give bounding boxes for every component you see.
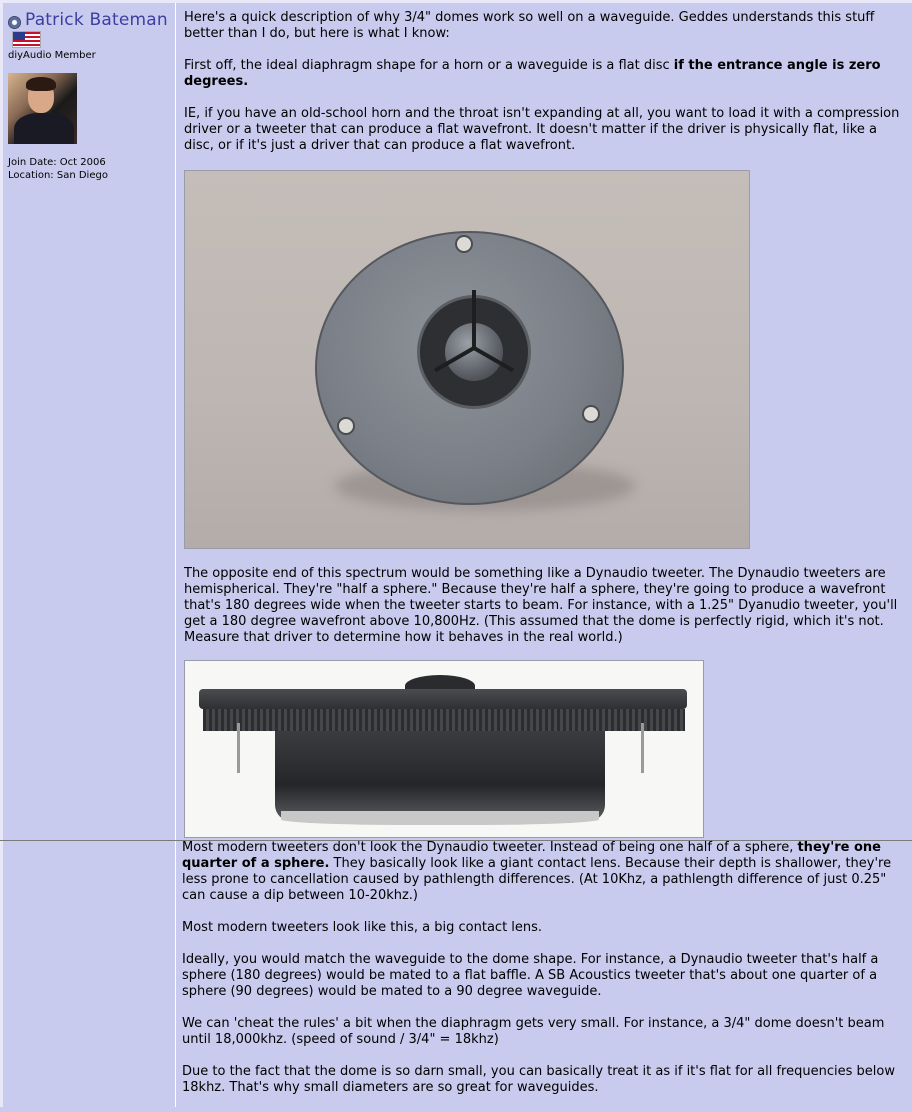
post-body [184, 10, 908, 170]
post-paragraph: Ideally, you would match the waveguide to the dome shape. For instance, a Dynaudio tweeter that's half a sphere (180 degrees) would be mated to a flat baffle. A SB Acoustics tweeter that's about one quarter of a sphere (90 degrees) would be mated to a 90 degree waveguide. [182, 952, 879, 999]
username-link[interactable]: Patrick Bateman [25, 10, 168, 30]
post-paragraph: Due to the fact that the dome is so darn small, you can basically treat it as if it's flat for all frequencies below 18khz. That's why small diameters are so great for waveguides. [182, 1064, 895, 1095]
user-info-panel-lower [0, 841, 176, 1107]
username-line[interactable] [8, 10, 168, 30]
post-paragraph: Most modern tweeters look like this, a big contact lens. [182, 920, 543, 935]
us-flag-icon [12, 31, 41, 48]
post-body-continued [182, 840, 908, 1112]
flat-tweeter-photo[interactable] [184, 170, 750, 549]
avatar[interactable] [8, 73, 77, 144]
post-paragraph: Most modern tweeters don't look the Dynaudio tweeter. Instead of being one half of a sphere, they're one quarter of a sphere. They basically look like a giant contact lens. Because their depth is shallower, they're less prone to cancellation caused by pathlength differences. (At 10Khz, a pathlength difference of just 0.25" can cause a dip between 10-20khz.) [182, 840, 892, 903]
top-border [0, 0, 912, 3]
user-meta [8, 156, 108, 182]
post-paragraph: Here's a quick description of why 3/4" domes work so well on a waveguide. Geddes understands this stuff better than I do, but here is what I know: [184, 10, 875, 41]
post-paragraph: The opposite end of this spectrum would be something like a Dynaudio tweeter. The Dynaudio tweeters are hemispherical. They're "half a sphere." Because they're half a sphere, they're going to produce a wavefront that's 180 degrees wide when the tweeter starts to beam. For instance, with a 1.25" Dyanudio tweeter, you'll get a 180 degree wavefront above 10,800Hz. (This assumed that the dome is perfectly rigid, which it's not. Measure that driver to determine how it behaves in the real world.) [184, 566, 898, 645]
user-title: diyAudio Member [8, 50, 96, 61]
post-paragraph: IE, if you have an old-school horn and the throat isn't expanding at all, you want to load it with a compression driver or a tweeter that can produce a flat wavefront. It doesn't matter if the driver is physically flat, like a disc, or if it's just a driver that can produce a flat wavefront. [184, 106, 900, 153]
post-paragraph: First off, the ideal diaphragm shape for a horn or a waveguide is a flat disc if the entrance angle is zero degrees. [184, 58, 881, 89]
dynaudio-tweeter-photo[interactable] [184, 660, 704, 838]
left-border [0, 0, 3, 1107]
location: Location: San Diego [8, 170, 108, 181]
post-paragraph: We can 'cheat the rules' a bit when the diaphragm gets very small. For instance, a 3/4" dome doesn't beam until 18,000khz. (speed of sound / 3/4" = 18khz) [182, 1016, 885, 1047]
join-date: Join Date: Oct 2006 [8, 157, 106, 168]
online-status-icon [8, 16, 21, 29]
